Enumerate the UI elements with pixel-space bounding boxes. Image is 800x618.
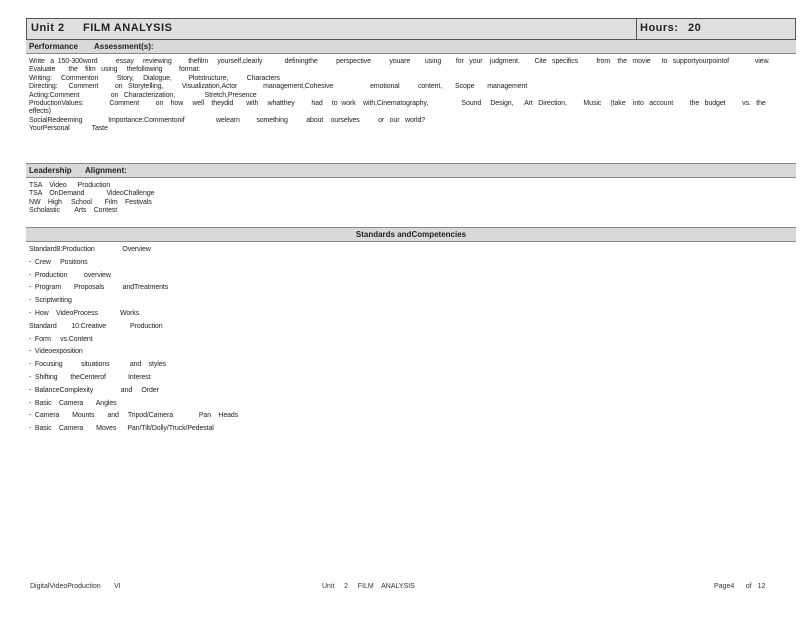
assessment-line: Write a 150-300word essay reviewing thefilm yourself,clearly definingthe perspective youare using for your judgment. Cite specifics from the movie to supportyourpointof view. (29, 58, 770, 65)
footer-unit-title: Unit 2 FILM ANALYSIS (322, 583, 415, 590)
standards-item: Standard 10:Creative Production (29, 322, 163, 330)
standards-item: - Basic Camera Angles (29, 399, 117, 407)
unit-number: 2 (58, 22, 65, 34)
standards-item: - BalanceComplexity and Order (29, 386, 159, 394)
hours-value: 20 (688, 22, 702, 34)
assessment-line: Directing: Comment on Storytelling, Visualization,Actor management,Cohesive emotional content, Scope management (29, 83, 528, 91)
document-page (26, 18, 796, 440)
standards-item: - Camera Mounts and Tripod/Camera Pan Heads (29, 412, 239, 420)
assessment-line: effects) (29, 108, 52, 116)
assessment-line: SocialRedeeming Importance:Commentonif welearn something about ourselves or our world? (29, 116, 426, 124)
performance-assessment-text (26, 54, 796, 163)
leadership-label: Leadership (29, 166, 72, 175)
alignment-label: Alignment: (85, 166, 127, 175)
title-divider (636, 19, 637, 39)
performance-section-header (26, 40, 796, 54)
standards-item: - Scriptwriting (29, 297, 72, 305)
assessment-line: ProductionValues: Comment on how well theydid with whatthey had to work with,Cinematography, Sound Design, Art Direction, Music (take into account the budget vs. the (29, 100, 766, 108)
standards-item: - Program Proposals andTreatments (29, 284, 169, 292)
footer-course-name: DigitalVideoProduction (30, 583, 101, 590)
assessment-line: Evaluate the film using thefollowing format: (29, 66, 201, 74)
leadership-section-header (26, 163, 796, 178)
unit-title: FILM ANALYSIS (83, 22, 173, 34)
standards-title: Standards andCompetencies (355, 230, 467, 239)
footer-page-number: Page4 of 12 (714, 583, 766, 590)
standards-competencies-list (26, 242, 796, 440)
standards-item: - Basic Camera Moves Pan/Tilt/Dolly/Truck/Pedestal (29, 425, 214, 433)
standards-item: - Crew Positions (29, 258, 88, 266)
unit-label: Unit (31, 22, 55, 34)
leadership-item: NW High School Film Festivals (29, 198, 152, 206)
standards-item: - Production overview (29, 271, 111, 279)
standards-item: - How VideoProcess Works (29, 309, 140, 317)
standards-item: - Focusing situations and styles (29, 361, 166, 369)
standards-item: - Videoexposition (29, 348, 83, 356)
leadership-item: TSA Video Production (29, 182, 111, 189)
assessment-line: Acting:Comment on Characterization, Stretch,Presence (29, 91, 257, 99)
assessment-line: Writing: Commenton Story, Dialogue, Plotstructure, Characters (29, 74, 280, 82)
standards-item: - Form vs.Content (29, 335, 93, 343)
leadership-item: Scholastic Arts Contest (29, 207, 118, 215)
leadership-item: TSA OnDemand VideoChallenge (29, 190, 155, 198)
standards-section-header (26, 227, 796, 242)
assessment-label: Assessment(s): (94, 42, 154, 51)
unit-title-bar (26, 18, 796, 40)
standards-item: - Shifting theCenterof Interest (29, 373, 151, 381)
performance-label: Performance (29, 42, 78, 51)
leadership-alignment-list (26, 178, 796, 227)
footer-course-level: VI (114, 583, 121, 590)
standards-item: Standard8:Production Overview (29, 246, 151, 253)
assessment-line: YourPersonal Taste (29, 125, 108, 133)
hours-label: Hours: (640, 22, 679, 34)
